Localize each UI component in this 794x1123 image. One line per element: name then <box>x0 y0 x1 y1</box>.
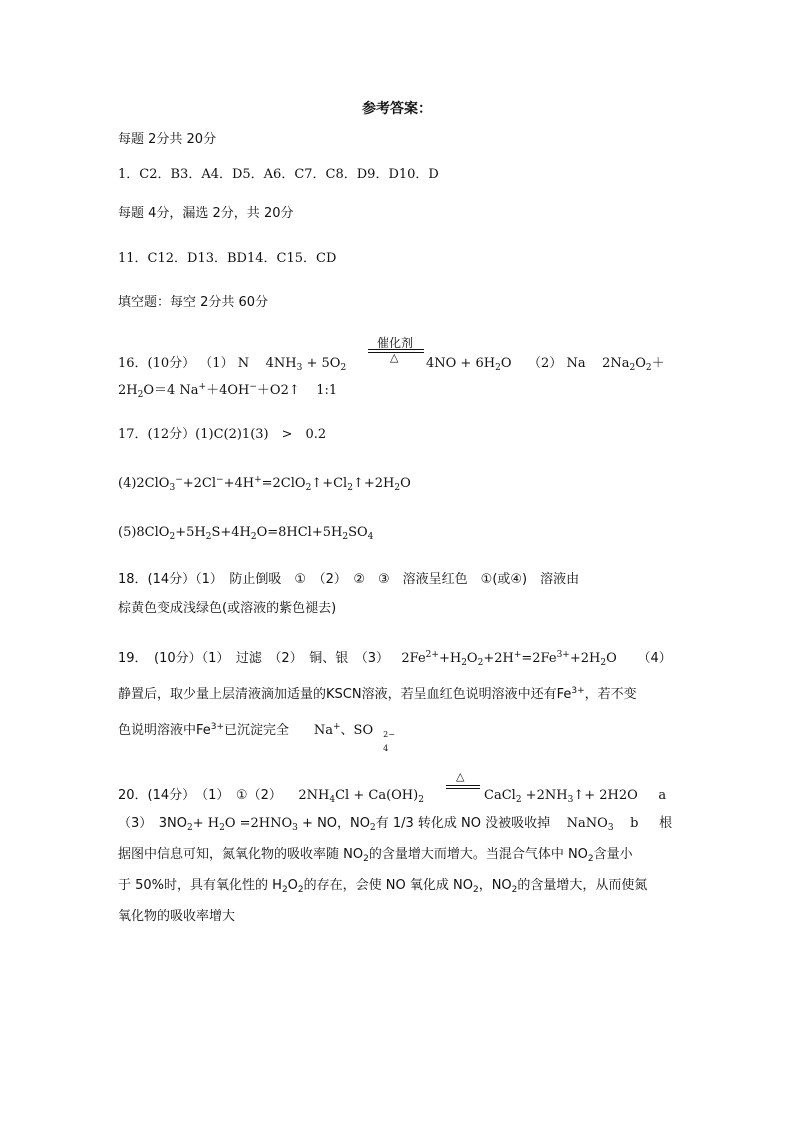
q17-line2: $(4)2ClO_3^-+2Cl^-+4H^+=2ClO_2↑+Cl_2↑+2H_2O$ <box>118 475 411 493</box>
heat-icon: △ <box>390 351 399 364</box>
catalyst-arrow-line <box>368 349 424 350</box>
multi-answers: 11．C12．D13．BD14．C15．CD <box>118 251 337 266</box>
multi-note: 每题 4分，漏选 2分，共 20分 <box>118 206 294 221</box>
q20-answer-a: a <box>658 788 667 803</box>
q20-arrow-line <box>446 785 480 786</box>
q20-arrow-line2 <box>446 788 480 789</box>
q20-heat-icon: △ <box>456 770 465 783</box>
q20-answer-b: b <box>630 816 639 831</box>
q20-eq-right: CaCl$_2$ $+2NH_3↑+ 2H2O$ a <box>484 788 667 805</box>
q16-part2: （2） <box>528 356 563 371</box>
q20-line3: 据图中信息可知，氮氧化物的吸收率随 $NO_2$的含量增大而增大。当混合气体中 $NO_2$含量小 <box>118 847 633 864</box>
q16-answer1: N <box>237 356 250 371</box>
q18-line2: 棕黄色变成浅绿色(或溶液的紫色褪去) <box>118 601 337 616</box>
q16-line1 <box>118 355 346 373</box>
q17-line1: 17．(12分）(1)C(2)1(3) > 0.2 <box>118 427 327 442</box>
q16-label: 16．(10分） <box>118 356 196 371</box>
q19-line2: 静置后，取少量上层清液滴加适量的KSCN溶液，若呈血红色说明溶液中还有$Fe^{3+}$，若不变 <box>118 686 637 702</box>
q16-ratio: 1:1 <box>316 383 338 398</box>
q16-eq1-right: $4NO + 6H_2O$ （2） Na $2Na_2O_2+$ <box>426 356 665 373</box>
q17-line3: $(5)8ClO_2+5H_2S+4H_2O=8HCl+5H_2SO_4$ <box>118 525 374 542</box>
fill-note: 填空题：每空 2分共 60分 <box>118 295 269 310</box>
mcq-note: 每题 2分共 20分 <box>118 132 217 147</box>
q18-line1: 18．(14分）（1） 防止倒吸 ① （2） ② ③ 溶液呈红色 ①(或④) 溶液由 <box>118 572 580 587</box>
q16-eq1-left: $4NH_3 + 5O_2$ <box>265 356 347 373</box>
q20-line1: 20．(14分） （1） ①（2） $2NH_4Cl + Ca(OH)_2$ <box>118 788 424 805</box>
q20-line4: 于 50%时，具有氧化性的 $H_2O_2$的存在，会使 NO 氧化成 $NO_2$，$NO_2$的含量增大，从而使氮 <box>118 878 648 895</box>
q20-line5: 氧化物的吸收率增大 <box>118 909 236 924</box>
q19-line3: 色说明溶液中$Fe^{3+}$已沉淀完全 Na+、SO 2− 4 <box>118 722 395 753</box>
q16-part1: （1） <box>199 356 234 371</box>
q19-line1: 19． (10分）（1） 过滤 （2） 铜、银 （3） $2Fe^{2+}+H_2O_2+2H^+=2Fe^{3+}+2H_2O$ （4） <box>118 650 672 668</box>
page-title: 参考答案： <box>362 101 432 117</box>
q16-answer2: Na <box>566 356 586 371</box>
q20-line2: （3） $3NO_2+ H_2O =2HNO_3$ + NO，$NO_2$有 1/3 转化成 NO 没被吸收掉 NaNO$_3$ b 根 <box>118 816 673 833</box>
catalyst-label: 催化剂 <box>376 336 413 350</box>
mcq-answers: 1．C2．B3．A4．D5．A6．C7．C8．D9．D10．D <box>118 167 439 182</box>
q16-line2: $2H_2O=4$ Na+＋4OH−＋O2↑ 1:1 <box>118 382 338 400</box>
